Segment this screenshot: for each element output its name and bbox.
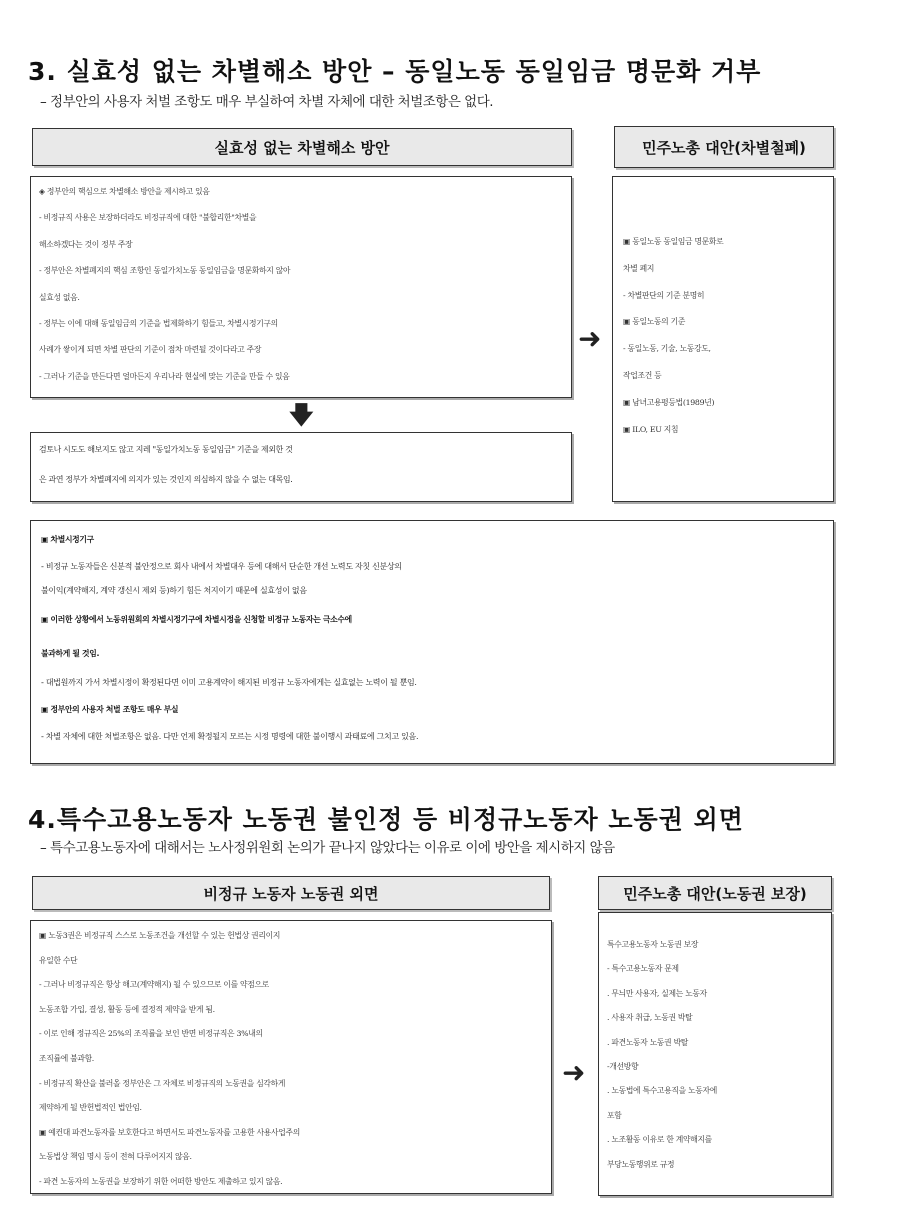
list-item: . 노동법에 특수고용직을 노동자에 xyxy=(607,1086,717,1096)
list-item: . 사용자 취급, 노동권 박탈 xyxy=(607,1013,693,1023)
section3-subtitle: – 정부안의 사용자 처벌 조항도 매우 부실하여 차별 자체에 대한 처벌조항은 없다. xyxy=(40,94,494,110)
section3-problem-list xyxy=(39,179,571,390)
list-item: 사례가 쌓이게 되면 차별 판단의 기준이 점차 마련될 것이다라고 주장 xyxy=(39,345,262,355)
right-arrow-icon: ➜ xyxy=(562,1056,586,1089)
section3-alternative-box xyxy=(612,176,834,502)
section4-problem-box xyxy=(30,920,552,1194)
list-item: - 차별 자체에 대한 처벌조항은 없음. 다만 언제 확정될지 모르는 시정 명령에 대한 불이행시 과태료에 그치고 있음. xyxy=(41,732,419,741)
right-arrow-icon: ➜ xyxy=(578,322,602,355)
list-item: - 정부는 이에 대해 동일임금의 기준을 법제화하기 힘들고, 차별시정기구의 xyxy=(39,319,278,329)
list-item: . 노조활동 이유로 한 계약해지를 xyxy=(607,1135,712,1145)
list-item: 검토나 시도도 해보지도 않고 지레 "동일가치노동 동일임금" 기준을 제외한 것 xyxy=(39,445,293,454)
list-item: ▣ 동일노동의 기준 xyxy=(623,317,686,327)
list-item: - 특수고용노동자 문제 xyxy=(607,964,679,974)
section3-left-header: 실효성 없는 차별해소 방안 xyxy=(32,128,572,166)
list-item: 조직률에 불과함. xyxy=(39,1053,94,1063)
list-item: ▣ 동일노동 동일임금 명문화로 xyxy=(623,237,724,246)
section4-title: 4.특수고용노동자 노동권 불인정 등 비정규노동자 노동권 외면 xyxy=(28,805,744,834)
section3-note-box xyxy=(30,432,572,502)
list-item: 해소하겠다는 것이 정부 주장 xyxy=(39,239,133,249)
section3-note-list xyxy=(39,435,571,495)
list-item: ▣ 차별시정기구 xyxy=(41,535,94,544)
list-item: - 그러나 기준을 만든다면 얼마든지 우리나라 현실에 맞는 기준을 만들 수 있음 xyxy=(39,371,290,381)
list-item: ▣ 노동3권은 비정규직 스스로 노동조건을 개선할 수 있는 헌법상 권리이지 xyxy=(39,931,281,940)
list-item: 노동법상 책임 명시 등이 전혀 다루어지지 않음. xyxy=(39,1152,192,1162)
list-item: 부당노동행위로 규정 xyxy=(607,1159,675,1169)
section3-discrimination-list xyxy=(41,525,833,749)
list-item: 작업조건 등 xyxy=(623,370,662,380)
list-item: 노동조합 가입, 결성, 활동 등에 결정적 제약을 받게 됨. xyxy=(39,1004,215,1014)
list-item: ▣ 예컨대 파견노동자를 보호한다고 하면서도 파견노동자를 고용한 사용사업주의 xyxy=(39,1127,300,1137)
list-item: ▣ 정부안의 사용자 처벌 조항도 매우 부실 xyxy=(41,705,179,714)
list-item: - 차별판단의 기준 분명히 xyxy=(623,290,705,300)
section4-right-header: 민주노총 대안(노동권 보장) xyxy=(598,876,832,910)
list-item: - 비정규직 확산을 불러올 정부안은 그 자체로 비정규직의 노동권을 심각하게 xyxy=(39,1078,286,1088)
list-item: ◈ 정부안의 핵심으로 차별해소 방안을 제시하고 있음 xyxy=(39,187,210,196)
list-item: - 비정규직 사용은 보장하더라도 비정규직에 대한 "불합리한"차별을 xyxy=(39,213,257,223)
list-item: - 그러나 비정규직은 항상 해고(계약해지) 될 수 있으므로 이를 약점으로 xyxy=(39,980,269,990)
list-item: 제약하게 될 반헌법적인 법안임. xyxy=(39,1103,142,1113)
section3-title: 3. 실효성 없는 차별해소 방안 – 동일노동 동일임금 명문화 거부 xyxy=(28,57,762,86)
list-item: - 정부안은 차별폐지의 핵심 조항인 동일가치노동 동일임금을 명문화하지 않아 xyxy=(39,266,291,276)
section4-alternative-list xyxy=(607,933,831,1177)
list-item: ▣ ILO, EU 지침 xyxy=(623,424,679,434)
list-item: - 동일노동, 기술, 노동강도, xyxy=(623,344,711,354)
list-item: - 파견 노동자의 노동권을 보장하기 위한 어떠한 방안도 제출하고 있지 않음. xyxy=(39,1176,283,1186)
section3-alternative-list xyxy=(623,229,833,443)
list-item: 실효성 없음. xyxy=(39,292,80,302)
section4-problem-list xyxy=(39,924,551,1195)
list-item: ▣ 남녀고용평등법(1989년) xyxy=(623,397,715,407)
list-item: ▣ 이러한 상황에서 노동위원회의 차별시정기구에 차별시정을 신청할 비정규 노동자는 극소수에 xyxy=(41,615,352,624)
list-item: 은 과연 정부가 차별폐지에 의지가 있는 것인지 의심하지 않을 수 없는 대목임. xyxy=(39,475,293,484)
list-item: 유일한 수단 xyxy=(39,955,78,965)
section3-right-header: 민주노총 대안(차별철폐) xyxy=(614,126,834,168)
list-item: - 대법원까지 가서 차별시정이 확정된다면 이미 고용계약이 해지된 비정규 노동자에게는 실효없는 노력이 될 뿐임. xyxy=(41,678,417,687)
list-item: - 비정규 노동자들은 신분적 불안정으로 회사 내에서 차별대우 등에 대해서 단순한 개선 노력도 자칫 신분상의 xyxy=(41,562,402,571)
list-item: 불과하게 될 것임. xyxy=(41,649,100,658)
list-item: 포함 xyxy=(607,1110,622,1120)
section4-alternative-box xyxy=(598,912,832,1196)
list-item: 특수고용노동자 노동권 보장 xyxy=(607,940,699,949)
list-item: 차별 폐지 xyxy=(623,263,655,273)
down-arrow-icon: 🡇 xyxy=(289,401,314,429)
list-item: - 이로 인해 정규직은 25%의 조직률을 보인 반면 비정규직은 3%내의 xyxy=(39,1029,263,1039)
list-item: -개선방향 xyxy=(607,1062,639,1072)
list-item: . 파견노동자 노동권 박탈 xyxy=(607,1037,689,1047)
section3-problem-box xyxy=(30,176,572,398)
list-item: . 무늬만 사용자, 실제는 노동자 xyxy=(607,988,707,998)
section4-left-header: 비정규 노동자 노동권 외면 xyxy=(32,876,550,910)
section4-subtitle: – 특수고용노동자에 대해서는 노사정위원회 논의가 끝나지 않았다는 이유로 이에 방안을 제시하지 않음 xyxy=(40,840,615,856)
list-item: 불이익(계약해지, 계약 갱신시 제외 등)하기 힘든 처지이기 때문에 실효성이 없음 xyxy=(41,586,307,595)
section3-discrimination-box xyxy=(30,520,834,764)
